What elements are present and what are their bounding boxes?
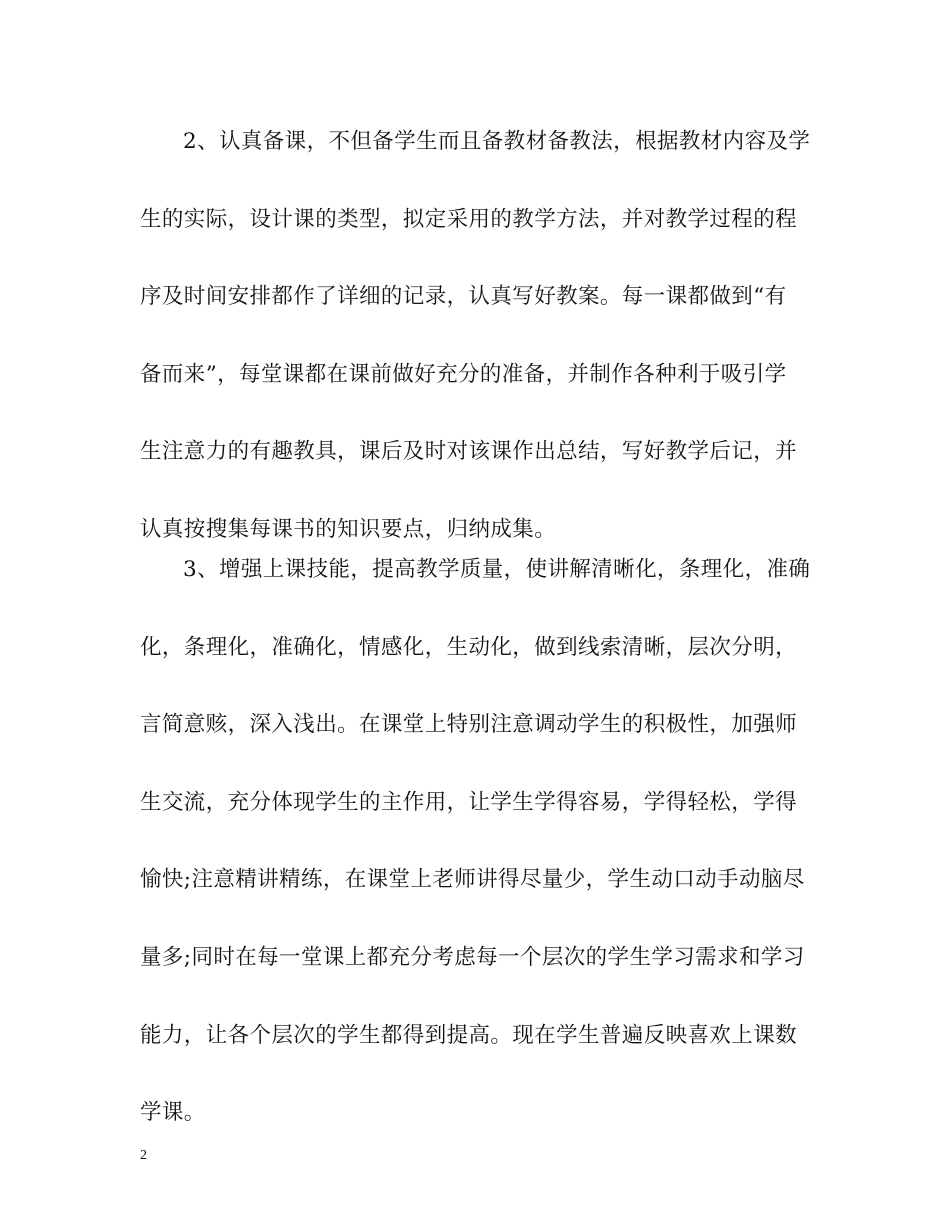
text-line: 生交流，充分体现学生的主作用，让学生学得容易，学得轻松，学得 [140,789,798,815]
text-line: 备而来”，每堂课都在课前做好充分的准备，并制作各种利于吸引学 [140,361,787,387]
text-line: 生注意力的有趣教具，课后及时对该课作出总结，写好教学后记，并 [140,439,798,465]
text-line: 序及时间安排都作了详细的记录，认真写好教案。每一课都做到“有 [140,284,787,310]
text-line: 愉快;注意精讲精练，在课堂上老师讲得尽量少，学生动口动手动脑尽 [140,867,805,893]
text-line: 3、增强上课技能，提高教学质量，使讲解清晰化，条理化，准确 [183,557,811,582]
page-number: 2 [140,1148,147,1163]
paragraph-lesson-preparation [140,127,810,545]
text-line: 学课。 [140,1100,206,1126]
text-line: 化，条理化，准确化，情感化，生动化，做到线索清晰，层次分明， [140,634,798,660]
text-line: 认真按搜集每课书的知识要点，归纳成集。 [140,516,557,542]
text-line: 2、认真备课，不但备学生而且备教材备教法，根据教材内容及学 [183,129,811,154]
text-line: 量多;同时在每一堂课上都充分考虑每一个层次的学生学习需求和学习 [140,944,805,970]
text-line: 生的实际，设计课的类型，拟定采用的教学方法，并对教学过程的程 [140,206,798,232]
text-line: 言简意赅，深入浅出。在课堂上特别注意调动学生的积极性，加强师 [140,712,798,738]
paragraph-teaching-skills [140,555,810,1128]
text-line: 能力，让各个层次的学生都得到提高。现在学生普遍反映喜欢上课数 [140,1022,798,1048]
